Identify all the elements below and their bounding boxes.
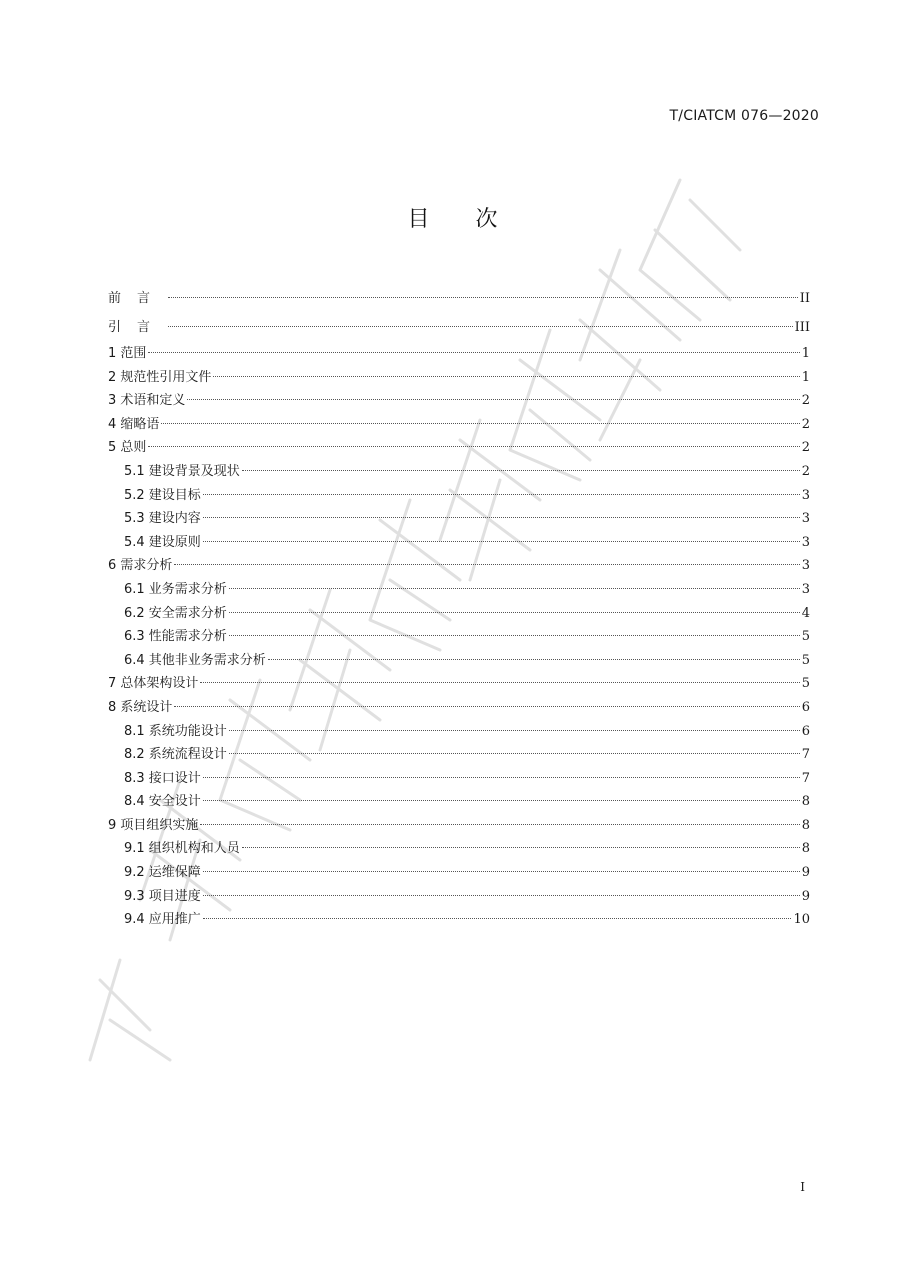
toc-entry-label: 7 总体架构设计 (108, 676, 199, 692)
toc-leader-dots (148, 446, 799, 447)
toc-entry[interactable] (108, 578, 810, 602)
toc-entry-label: 8 系统设计 (108, 699, 173, 715)
toc-entry[interactable] (108, 554, 810, 578)
toc-entry-label: 5.3 建设内容 (124, 511, 201, 527)
toc-leader-dots (174, 706, 799, 707)
toc-entry-page: 8 (801, 817, 810, 833)
toc-entry-label: 8.1 系统功能设计 (124, 723, 227, 739)
toc-entry-page: 7 (801, 747, 810, 763)
toc-entry-label: 9.4 应用推广 (124, 912, 201, 928)
toc-leader-dots (203, 871, 800, 872)
toc-leader-dots (229, 635, 800, 636)
toc-entry[interactable] (108, 413, 810, 437)
toc-entry-label: 4 缩略语 (108, 416, 160, 432)
toc-leader-dots (174, 564, 799, 565)
toc-leader-dots (213, 376, 799, 377)
toc-entry[interactable] (108, 284, 810, 313)
toc-entry-page: 3 (801, 534, 810, 550)
toc-entry-page: 1 (801, 369, 810, 385)
toc-entry-page: 10 (793, 912, 810, 928)
toc-leader-dots (229, 588, 800, 589)
table-of-contents (108, 284, 810, 932)
toc-entry[interactable] (108, 908, 810, 932)
toc-entry-label: 2 规范性引用文件 (108, 369, 212, 385)
toc-entry-label: 1 范围 (108, 346, 147, 361)
toc-entry-page: 9 (801, 888, 810, 904)
toc-entry-label: 前言 (108, 291, 167, 306)
toc-leader-dots (200, 682, 799, 683)
toc-entry[interactable] (108, 484, 810, 508)
toc-entry-page: 3 (801, 581, 810, 597)
toc-entry[interactable] (108, 602, 810, 626)
toc-entry-label: 引言 (108, 320, 167, 335)
toc-leader-dots (203, 541, 800, 542)
toc-entry-label: 9.2 运维保障 (124, 865, 201, 881)
toc-leader-dots (203, 895, 800, 896)
toc-entry-page: 7 (801, 770, 810, 786)
toc-leader-dots (203, 800, 800, 801)
toc-entry[interactable] (108, 837, 810, 861)
toc-entry-page: 5 (801, 652, 810, 668)
toc-entry-label: 6.1 业务需求分析 (124, 581, 227, 597)
toc-entry-page: 2 (801, 440, 810, 456)
toc-entry[interactable] (108, 313, 810, 342)
toc-entry-page: 6 (801, 723, 810, 739)
toc-entry[interactable] (108, 672, 810, 696)
toc-leader-dots (229, 612, 800, 613)
toc-entry[interactable] (108, 743, 810, 767)
toc-entry-page: 5 (801, 629, 810, 645)
toc-leader-dots (203, 777, 800, 778)
toc-entry-label: 6.4 其他非业务需求分析 (124, 652, 266, 668)
toc-entry-label: 8.2 系统流程设计 (124, 747, 227, 763)
toc-entry-label: 9.1 组织机构和人员 (124, 841, 240, 857)
toc-entry[interactable] (108, 507, 810, 531)
toc-entry-label: 5.2 建设目标 (124, 487, 201, 503)
toc-entry-page: 3 (801, 558, 810, 574)
toc-entry-page: 4 (801, 605, 810, 621)
toc-leader-dots (203, 517, 800, 518)
toc-entry[interactable] (108, 366, 810, 390)
toc-entry-page: 1 (801, 346, 810, 361)
toc-entry-label: 6.2 安全需求分析 (124, 605, 227, 621)
toc-entry-page: 3 (801, 511, 810, 527)
toc-entry[interactable] (108, 342, 810, 366)
toc-entry-page: 8 (801, 841, 810, 857)
toc-entry-label: 8.4 安全设计 (124, 794, 201, 810)
toc-entry[interactable] (108, 649, 810, 673)
toc-entry-page: II (799, 291, 810, 306)
toc-leader-dots (242, 847, 800, 848)
toc-leader-dots (168, 326, 793, 327)
toc-entry[interactable] (108, 885, 810, 909)
toc-entry[interactable] (108, 790, 810, 814)
toc-entry-page: III (794, 320, 810, 335)
toc-entry-label: 9 项目组织实施 (108, 817, 199, 833)
toc-entry-page: 3 (801, 487, 810, 503)
toc-entry-page: 6 (801, 699, 810, 715)
toc-entry-page: 9 (801, 865, 810, 881)
toc-leader-dots (200, 824, 799, 825)
toc-entry[interactable] (108, 814, 810, 838)
toc-entry[interactable] (108, 696, 810, 720)
toc-entry[interactable] (108, 861, 810, 885)
toc-entry-label: 5 总则 (108, 440, 147, 456)
page-number: I (800, 1180, 805, 1194)
toc-entry[interactable] (108, 460, 810, 484)
toc-entry[interactable] (108, 436, 810, 460)
page-title: 目次 (407, 207, 544, 232)
toc-leader-dots (242, 470, 800, 471)
toc-entry-label: 5.1 建设背景及现状 (124, 463, 240, 479)
toc-entry[interactable] (108, 625, 810, 649)
document-code: T/CIATCM 076—2020 (669, 108, 819, 124)
toc-entry-page: 8 (801, 794, 810, 810)
toc-entry[interactable] (108, 531, 810, 555)
toc-entry-label: 6 需求分析 (108, 558, 173, 574)
toc-leader-dots (203, 918, 792, 919)
toc-entry-label: 3 术语和定义 (108, 393, 186, 409)
toc-leader-dots (148, 352, 799, 353)
toc-entry[interactable] (108, 720, 810, 744)
toc-leader-dots (268, 659, 800, 660)
toc-entry-page: 2 (801, 463, 810, 479)
toc-leader-dots (168, 297, 798, 298)
toc-entry[interactable] (108, 389, 810, 413)
toc-entry[interactable] (108, 767, 810, 791)
toc-entry-label: 5.4 建设原则 (124, 534, 201, 550)
toc-leader-dots (187, 399, 799, 400)
toc-entry-page: 5 (801, 676, 810, 692)
toc-leader-dots (229, 730, 800, 731)
toc-entry-page: 2 (801, 393, 810, 409)
toc-entry-page: 2 (801, 416, 810, 432)
toc-entry-label: 8.3 接口设计 (124, 770, 201, 786)
toc-entry-label: 9.3 项目进度 (124, 888, 201, 904)
toc-leader-dots (203, 494, 800, 495)
toc-leader-dots (229, 753, 800, 754)
toc-entry-label: 6.3 性能需求分析 (124, 629, 227, 645)
toc-leader-dots (161, 423, 799, 424)
